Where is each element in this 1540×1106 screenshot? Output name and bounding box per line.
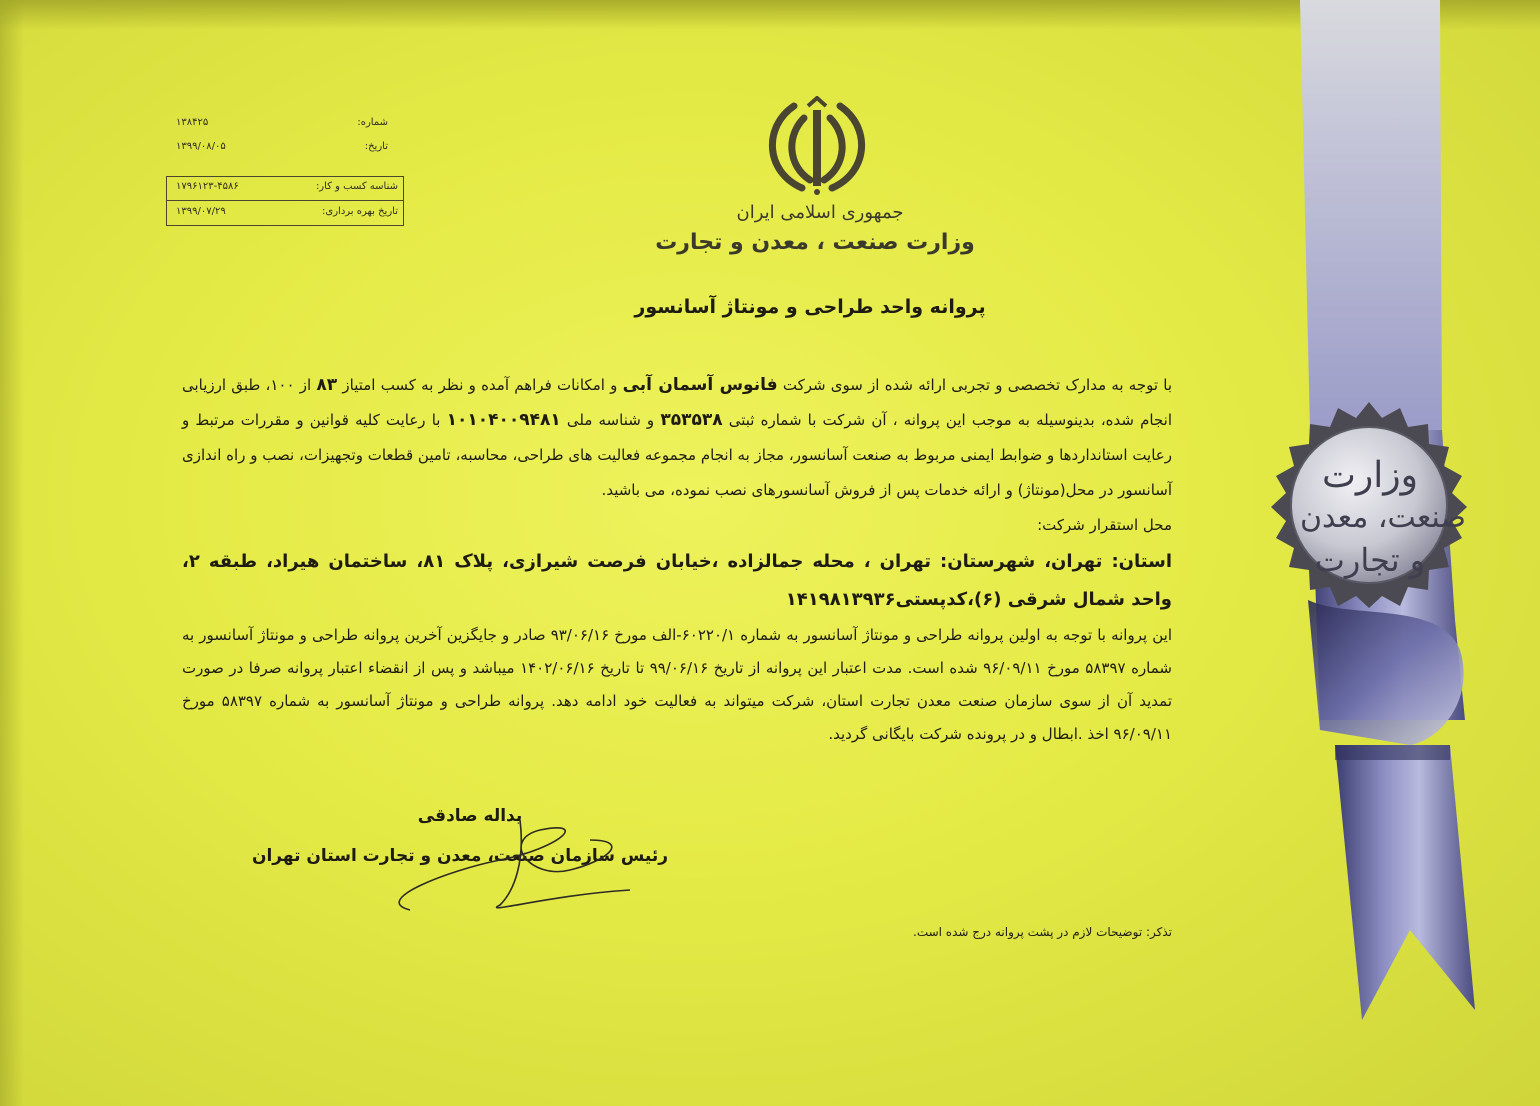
operation-date-value: ۱۳۹۹/۰۷/۲۹ [176,206,226,217]
national-id: ۱۰۱۰۴۰۰۹۴۸۱ [446,410,561,430]
location-label: محل استقرار شرکت: [1037,516,1172,534]
p1-part-e: با رعایت کلیه قوانین و مقررات مرتبط و رعایت استانداردها و ضوابط ایمنی مربوط به صنعت آسانسور، مجاز به انجام مجموعه فعالیت های طراحی، محاسبه، تامین قطعات وتجهیزات، نصب و راه اندازی آسانسور در محل(مونتاژ) و ارائه خدمات پس از فروش آسانسورهای نصب نموده، می باشید. [182,411,1172,499]
seal-text [1300,455,1466,581]
p1-part-b: و امکانات فراهم آمده و نظر به کسب امتیاز [337,376,623,394]
score-value: ۸۳ [316,375,338,395]
signatory-title: رئیس سازمان صنعت، معدن و تجارت استان تهران [251,846,669,866]
company-address: استان: تهران، شهرستان: تهران ، محله جمالزاده ،خیابان فرصت شیرازی، پلاک ۸۱، ساختمان هیراد، طبقه ۲، واحد شمال شرقی (۶)،کدپستی۱۴۱۹۸۱۳۹۳۶ [182,551,1172,610]
date-value: ۱۳۹۹/۰۸/۰۵ [176,141,226,152]
seal-line-2: صنعت، معدن [1300,500,1466,535]
operation-date-label: تاریخ بهره برداری: [322,206,398,217]
business-id-value: ۱۷۹۶۱۲۳-۴۵۸۶ [176,181,239,192]
iran-emblem-icon [764,96,870,196]
header-ministry: وزارت صنعت ، معدن و تجارت [655,230,975,255]
number-value: ۱۳۸۴۲۵ [176,117,209,128]
seal-line-1: وزارت [1321,455,1419,496]
p1-part-d: و شناسه ملی [560,411,661,429]
document-title: پروانه واحد طراحی و مونتاژ آسانسور [634,296,986,318]
business-id-label: شناسه کسب و کار: [315,181,398,192]
license-paragraph-2: این پروانه با توجه به اولین پروانه طراحی و مونتاژ آسانسور به شماره ۶۰۲۲۰/۱-الف مورخ ۹۳/۰۶/۱۶ صادر و جایگزین آخرین پروانه طراحی و مونتاژ آسانسور به شماره ۵۸۳۹۷ مورخ ۹۶/۰۹/۱۱ شده است. مدت اعتبار این پروانه از تاریخ ۹۹/۰۶/۱۶ تا تاریخ ۱۴۰۲/۰۶/۱۶ میباشد و پس از انقضاء اعتبار پروانه صرفا در صورت تمدید آن از سوی سازمان صنعت معدن تجارت استان، شرکت میتواند به فعالیت خود ادامه دهد. پروانه طراحی و مونتاژ آسانسور به شماره ۵۸۳۹۷ مورخ ۹۶/۰۹/۱۱ اخذ .ابطال و در پرونده شرکت بایگانی گردید. [182,626,1172,743]
header-republic: جمهوری اسلامی ایران [736,202,904,223]
p1-part-c: از ۱۰۰، طبق ارزیابی انجام شده، بدینوسیله به موجب این پروانه ، آن شرکت با شماره ثبتی [182,376,1172,429]
number-label: شماره: [357,117,388,128]
paper-left-shadow [0,0,24,1106]
company-name: فانوس آسمان آبی [622,375,778,395]
license-body [182,368,1172,751]
p1-part-a: با توجه به مدارک تخصصی و تجربی ارائه شده از سوی شرکت [777,376,1172,394]
registration-number: ۳۵۳۵۳۸ [660,410,723,430]
signatory-name: یداله صادقی [417,806,523,826]
handwritten-signature [330,800,650,920]
seal-line-3: و تجارت [1314,541,1426,579]
date-label: تاریخ: [364,141,388,152]
license-paragraph-1 [182,368,1172,508]
footnote: تذکر: توضیحات لازم در پشت پروانه درج شده است. [913,925,1172,939]
business-info-divider [167,200,403,201]
